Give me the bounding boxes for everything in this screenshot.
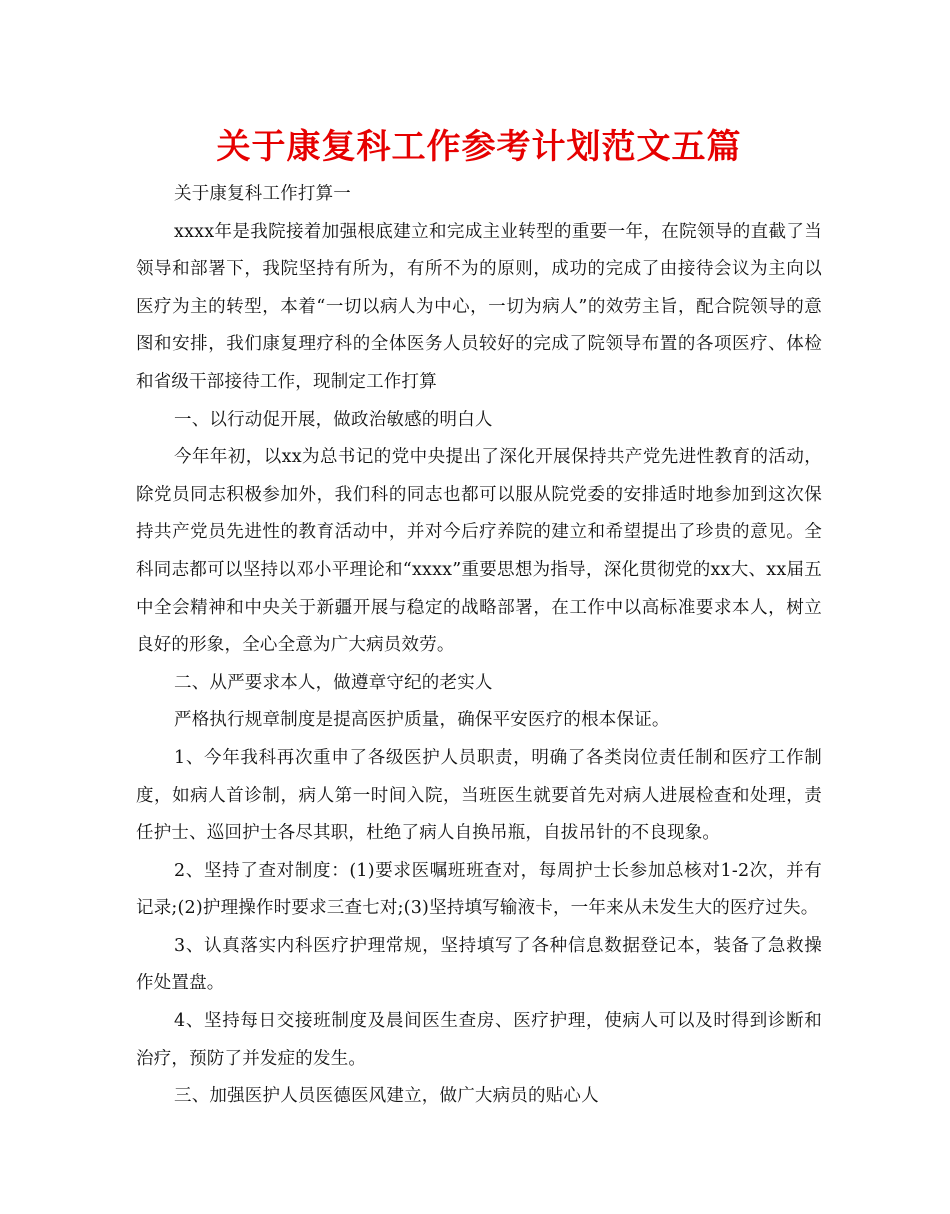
section-heading: 三、加强医护人员医德医风建立，做广大病员的贴心人 [174,1086,599,1107]
list-item: 4、坚持每日交接班制度及晨间医生查房、医疗护理，使病人可以及时得到诊断和治疗，预防了并发症的发生。 [136,1011,822,1069]
list-item: 1、今年我科再次重申了各级医护人员职责，明确了各类岗位责任制和医疗工作制度，如病人首诊制，病人第一时间入院，当班医生就要首先对病人进展检查和处理，责任护士、巡回护士各尽其职，杜绝了病人自换吊瓶，自拔吊针的不良现象。 [136,747,822,844]
section-heading: 一、以行动促开展，做政治敏感的明白人 [174,409,493,430]
paragraph-subtitle: 关于康复科工作打算一 [174,184,351,204]
section-heading: 二、从严要求本人，做遵章守纪的老实人 [174,672,493,693]
paragraph: xxxx年是我院接着加强根底建立和完成主业转型的重要一年，在院领导的直截了当领导和部署下，我院坚持有所为，有所不为的原则，成功的完成了由接待会议为主向以医疗为主的转型，本着“一切以病人为中心，一切为病人”的效劳主旨，配合院领导的意图和安排，我们康复理疗科的全体医务人员较好的完成了院领导布置的各项医疗、体检和省级干部接待工作，现制定工作打算 [136,221,822,392]
list-item: 3、认真落实内科医疗护理常规，坚持填写了各种信息数据登记本，装备了急救操作处置盘。 [136,935,822,994]
document-title: 关于康复科工作参考计划范文五篇 [216,127,742,167]
paragraph: 严格执行规章制度是提高医护质量，确保平安医疗的根本保证。 [174,710,670,731]
paragraph: 今年年初，以xx为总书记的党中央提出了深化开展保持共产党先进性教育的活动，除党员同志积极参加外，我们科的同志也都可以服从院党委的安排适时地参加到这次保持共产党员先进性的教育活动中，并对今后疗养院的建立和希望提出了珍贵的意见。全科同志都可以坚持以邓小平理论和“xxxx”重要思想为指导，深化贯彻党的xx大、xx届五中全会精神和中央关于新疆开展与稳定的战略部署，在工作中以高标准要求本人，树立良好的形象，全心全意为广大病员效劳。 [136,447,822,656]
list-item: 2、坚持了查对制度：(1)要求医嘱班班查对，每周护士长参加总核对1-2次，并有记录;(2)护理操作时要求三查七对;(3)坚持填写输液卡，一年来从未发生大的医疗过失。 [136,860,822,919]
document-body [136,176,822,1116]
